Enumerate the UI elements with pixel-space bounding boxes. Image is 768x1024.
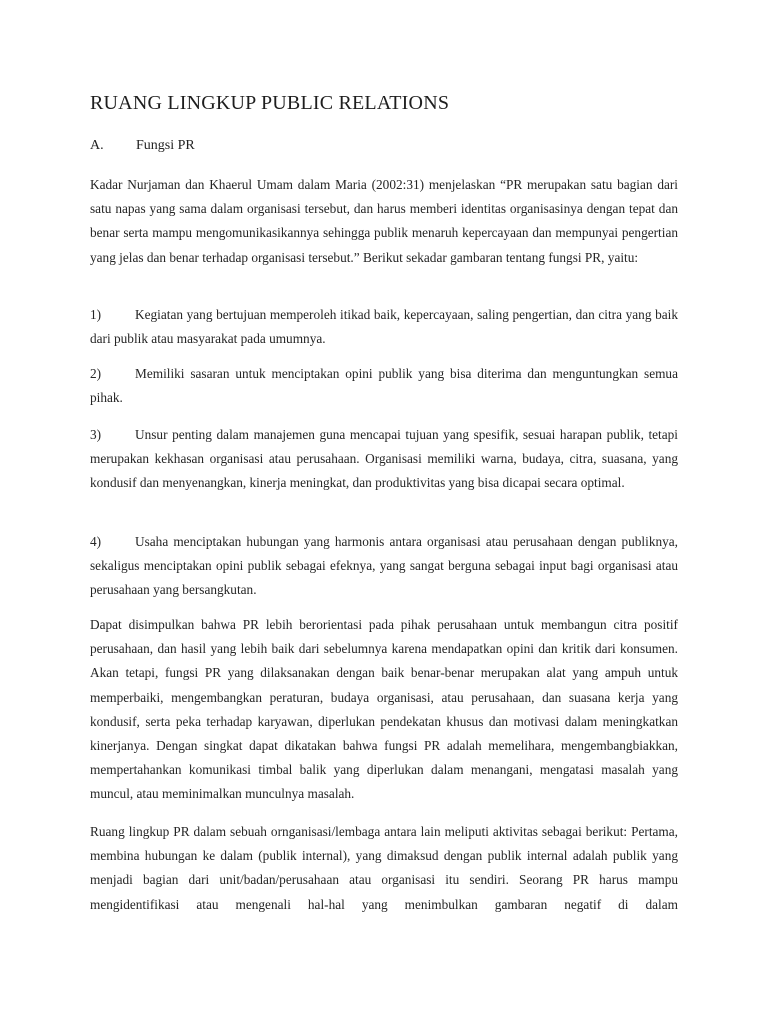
list-marker: 1) xyxy=(90,307,102,322)
list-item xyxy=(90,423,678,496)
intro-paragraph: Kadar Nurjaman dan Khaerul Umam dalam Maria (2002:31) menjelaskan “PR merupakan satu bagian dari satu napas yang sama dalam organisasi tersebut, dan harus memberi identitas organisasinya dengan tepat dan benar serta mampu mengomunikasikannya sehingga publik menaruh kepercayaan dan mempunyai pengertian yang jelas dan benar terhadap organisasi tersebut.” Berikut sekadar gambaran tentang fungsi PR, yaitu: xyxy=(90,177,678,265)
list-item xyxy=(90,530,678,603)
list-item-text: Memiliki sasaran untuk menciptakan opini publik yang bisa diterima dan menguntungkan semua pihak. xyxy=(90,366,678,406)
list-item-text: Kegiatan yang bertujuan memperoleh itikad baik, kepercayaan, saling pengertian, dan citra yang baik dari publik atau masyarakat pada umumnya. xyxy=(90,307,678,347)
list-item xyxy=(90,303,678,351)
conclusion-paragraph: Dapat disimpulkan bahwa PR lebih berorientasi pada pihak perusahaan untuk membangun citra positif perusahaan, dan hasil yang lebih baik dari sebelumnya karena mendapatkan opini dan kritik dari konsumen. Akan tetapi, fungsi PR yang dilaksanakan dengan baik benar-benar merupakan alat yang ampuh untuk memperbaiki, mengembangkan peraturan, budaya organisasi, atau perusahaan, dan suasana kerja yang kondusif, serta peka terhadap karyawan, diperlukan pendekatan khusus dan motivasi dalam meningkatkan kinerjanya. Dengan singkat dapat dikatakan bahwa fungsi PR adalah memelihara, mengembangbiakkan, mempertahankan komunikasi timbal balik yang diperlukan dalam menangani, mengatasi masalah yang muncul, atau meminimalkan munculnya masalah. xyxy=(90,617,678,802)
section-heading xyxy=(90,138,195,154)
list-item-text: Usaha menciptakan hubungan yang harmonis antara organisasi atau perusahaan dengan publiknya, sekaligus menciptakan opini publik sebagai efeknya, yang sangat berguna sebagai input bagi organisasi atau perusahaan yang bersangkutan. xyxy=(90,534,678,598)
list-marker: 4) xyxy=(90,534,102,549)
list-item-text: Unsur penting dalam manajemen guna mencapai tujuan yang spesifik, sesuai harapan publik, tetapi merupakan kekhasan organisasi atau perusahaan. Organisasi memiliki warna, budaya, citra, suasana, yang kondusif dan menyenangkan, kinerja meningkat, dan produktivitas yang bisa dicapai secara optimal. xyxy=(90,427,678,491)
scope-paragraph: Ruang lingkup PR dalam sebuah ornganisasi/lembaga antara lain meliputi aktivitas sebagai berikut: Pertama, membina hubungan ke dalam (publik internal), yang dimaksud dengan publik internal adalah publik yang menjadi bagian dari unit/badan/perusahaan atau organisasi itu sendiri. Seorang PR harus mampu mengidentifikasi atau mengenali hal-hal yang menimbulkan gambaran negatif di dalam xyxy=(90,824,678,912)
section-label: Fungsi PR xyxy=(136,138,195,153)
list-marker: 3) xyxy=(90,427,102,442)
list-item xyxy=(90,362,678,410)
section-number: A. xyxy=(90,138,104,153)
document-title: RUANG LINGKUP PUBLIC RELATIONS xyxy=(90,92,450,114)
document-page xyxy=(90,0,678,1024)
list-marker: 2) xyxy=(90,366,102,381)
